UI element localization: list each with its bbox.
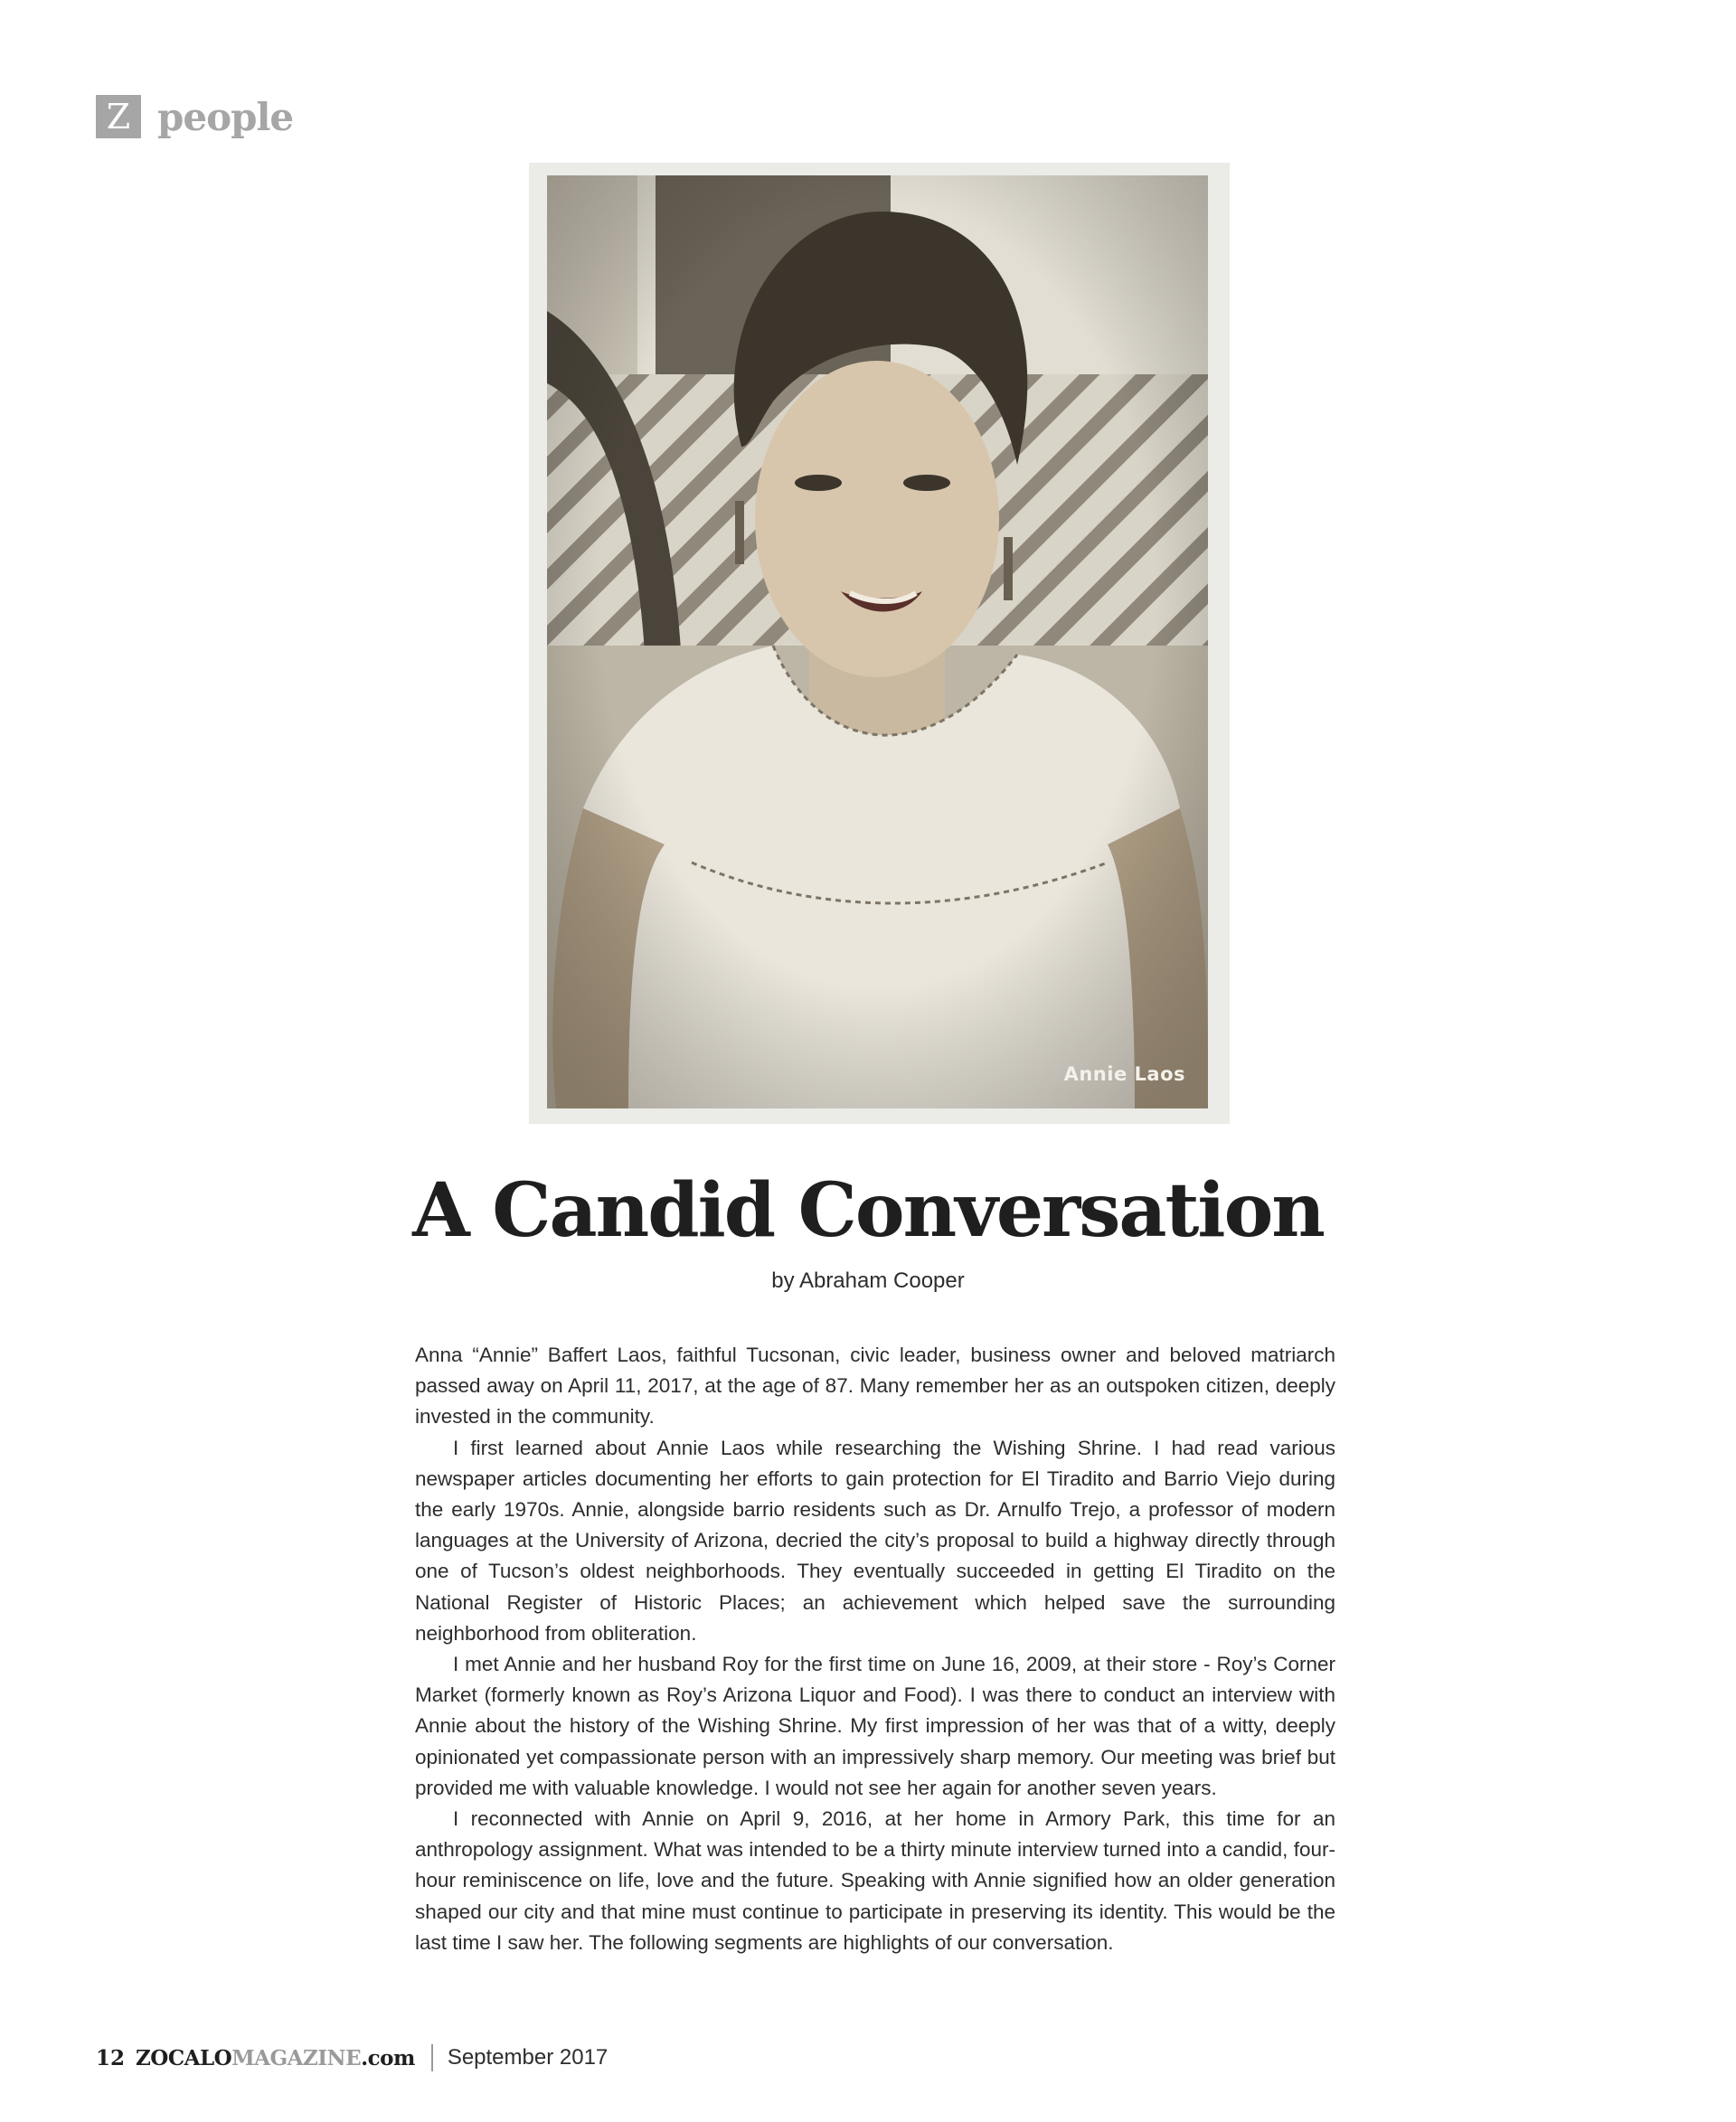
article-paragraph: I first learned about Annie Laos while researching the Wishing Shrine. I had read various newspaper articles documenting her efforts to gain protection for El Tiradito and Barrio Viejo during the early 1970s. Annie, alongside barrio residents such as Dr. Arnulfo Trejo, a professor of modern languages at the University of Arizona, decried the city’s proposal to build a highway directly through one of Tucson’s oldest neighborhoods. They eventually succeeded in getting El Tiradito on the National Register of Historic Places; an achievement which helped save the surrounding neighborhood from obliteration. <box>415 1436 1335 1645</box>
brand-zocalo: ZOCALO <box>136 2045 232 2070</box>
section-name: people <box>157 94 294 139</box>
article-byline: by Abraham Cooper <box>771 1268 965 1293</box>
article-paragraph: I met Annie and her husband Roy for the first time on June 16, 2009, at their store - Roy’s Corner Market (formerly known as Roy’s Arizona Liquor and Food). I was there to conduct an interview with Annie about the history of the Wishing Shrine. My first impression of her was that of a witty, deeply opinionated yet compassionate person with an impressively sharp memory. Our meeting was brief but provided me with valuable knowledge. I would not see her again for another seven years. <box>415 1653 1335 1799</box>
section-header <box>96 95 293 138</box>
article-paragraph: Anna “Annie” Baffert Laos, faithful Tucsonan, civic leader, business owner and beloved matriarch passed away on April 11, 2017, at the age of 87. Many remember her as an outspoken citizen, deeply invested in the community. <box>415 1344 1335 1429</box>
brand-magazine: MAGAZINE <box>231 2045 362 2070</box>
portrait-photo <box>547 175 1208 1108</box>
article-headline: A Candid Conversation <box>412 1167 1324 1254</box>
brand-domain: .com <box>361 2045 415 2070</box>
photo-frame <box>529 163 1230 1124</box>
magazine-url <box>136 2046 415 2070</box>
page-footer <box>96 2042 608 2074</box>
footer-divider <box>431 2044 433 2071</box>
section-logo-box: Z <box>96 95 141 138</box>
issue-date: September 2017 <box>447 2045 609 2070</box>
article-paragraph: I reconnected with Annie on April 9, 2016, at her home in Armory Park, this time for an anthropology assignment. What was intended to be a thirty minute interview turned into a candid, four-hour reminiscence on life, love and the future. Speaking with Annie signified how an older generation shaped our city and that mine must continue to participate in preserving its identity. This would be the last time I saw her. The following segments are highlights of our conversation. <box>415 1807 1335 1954</box>
article-body <box>415 1340 1335 1958</box>
portrait-illustration <box>547 175 1208 1108</box>
photo-caption: Annie Laos <box>1063 1063 1185 1085</box>
page-number: 12 <box>96 2045 126 2070</box>
